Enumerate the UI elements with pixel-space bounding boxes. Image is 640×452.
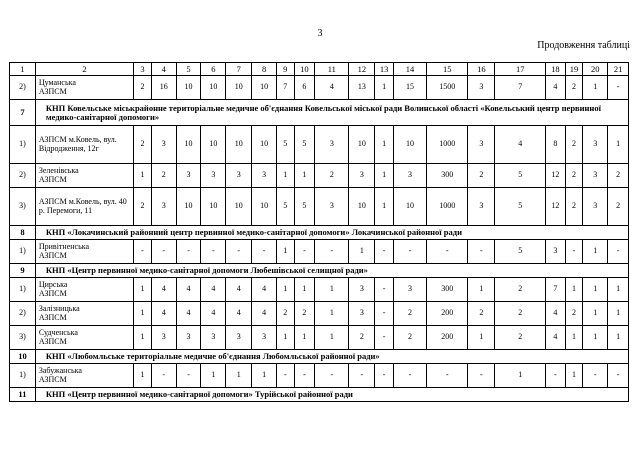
table-cell: 10 [252, 126, 277, 164]
table-cell: 16 [151, 76, 176, 100]
table-cell: 1 [276, 164, 294, 188]
column-number: 11 [315, 63, 349, 76]
section-number: 9 [10, 264, 36, 278]
table-cell: 3 [349, 278, 375, 302]
table-cell: 4 [151, 278, 176, 302]
facility-name: Судченська АЗПСМ [35, 326, 133, 350]
table-cell: - [276, 364, 294, 388]
table-cell: 300 [427, 278, 468, 302]
section-number: 11 [10, 388, 36, 402]
table-cell: 4 [151, 302, 176, 326]
table-cell: 3 [583, 126, 608, 164]
table-cell: 4 [546, 76, 566, 100]
table-cell: - [151, 240, 176, 264]
section-title: КНП Ковельське міськрайонне територіальне медичне об'єднання Ковельської міської ради Волинської області «Ковельський центр первинної медико-санітарної допомоги» [35, 100, 628, 126]
table-cell: 1 [375, 164, 394, 188]
table-cell: 2 [565, 126, 583, 164]
section-title: КНП «Локачинський районний центр первинної медико-санітарної допомоги» Локачинської районної ради [35, 226, 628, 240]
table-cell: 3 [546, 240, 566, 264]
table-cell: - [608, 76, 629, 100]
table-cell: 1 [315, 278, 349, 302]
table-cell: 4 [546, 326, 566, 350]
table-cell: 3 [393, 164, 426, 188]
row-index: 2) [10, 164, 36, 188]
row-index: 2) [10, 302, 36, 326]
table-cell: 5 [495, 240, 546, 264]
facility-name: Забужанська АЗПСМ [35, 364, 133, 388]
table-cell: 3 [349, 164, 375, 188]
table-cell: 13 [349, 76, 375, 100]
table-cell: - [294, 240, 315, 264]
row-index: 1) [10, 364, 36, 388]
table-cell: 1 [565, 326, 583, 350]
table-cell: - [608, 364, 629, 388]
table-cell: 1 [294, 278, 315, 302]
table-cell: 1 [468, 326, 495, 350]
table-cell: 2 [393, 326, 426, 350]
table-cell: 1 [252, 364, 277, 388]
table-cell: 2 [151, 164, 176, 188]
section-number: 10 [10, 350, 36, 364]
table-cell: 3 [252, 164, 277, 188]
table-cell: 4 [252, 278, 277, 302]
table-cell: 4 [315, 76, 349, 100]
table-cell: 1 [134, 164, 152, 188]
section-title: КНП «Центр первинної медико-санітарної допомоги» Турійської районної ради [35, 388, 628, 402]
table-cell: 3 [176, 326, 201, 350]
table-cell: 1 [315, 326, 349, 350]
table-cell: 1 [134, 326, 152, 350]
table-row [10, 326, 629, 350]
table-cell: 300 [427, 164, 468, 188]
section-row [10, 388, 629, 402]
table-row [10, 188, 629, 226]
table-cell: 4 [495, 126, 546, 164]
table-cell: 2 [468, 164, 495, 188]
table-row [10, 278, 629, 302]
table-cell: 1 [276, 240, 294, 264]
table-cell: 1 [608, 326, 629, 350]
section-title: КНП «Любомльське територіальне медичне об'єднання Любомльської районної ради» [35, 350, 628, 364]
table-cell: 5 [294, 188, 315, 226]
table-cell: 1 [583, 326, 608, 350]
section-row [10, 100, 629, 126]
table-cell: 7 [495, 76, 546, 100]
column-number: 15 [427, 63, 468, 76]
table-cell: 2 [565, 164, 583, 188]
table-cell: 10 [393, 126, 426, 164]
table-cell: - [201, 240, 226, 264]
table-cell: 3 [226, 326, 252, 350]
table-cell: 3 [468, 76, 495, 100]
column-number: 5 [176, 63, 201, 76]
table-cell: 10 [176, 76, 201, 100]
table-cell: 3 [201, 164, 226, 188]
column-number: 20 [583, 63, 608, 76]
column-number: 9 [276, 63, 294, 76]
table-cell: 2 [495, 302, 546, 326]
column-number: 13 [375, 63, 394, 76]
table-cell: 2 [134, 76, 152, 100]
table-cell: - [546, 364, 566, 388]
table-cell: 3 [151, 188, 176, 226]
column-number: 6 [201, 63, 226, 76]
table-cell: 10 [393, 188, 426, 226]
table-cell: 5 [294, 126, 315, 164]
table-cell: - [565, 240, 583, 264]
table-cell: - [252, 240, 277, 264]
table-cell: 1 [349, 240, 375, 264]
table-cell: 2 [393, 302, 426, 326]
table-cell: - [315, 364, 349, 388]
table-cell: 1500 [427, 76, 468, 100]
table-cell: 2 [294, 302, 315, 326]
table-cell: 5 [276, 188, 294, 226]
facility-name: Залізницька АЗПСМ [35, 302, 133, 326]
table-cell: 1 [565, 278, 583, 302]
header-row [10, 63, 629, 76]
row-index: 3) [10, 326, 36, 350]
table-cell: - [393, 364, 426, 388]
table-cell: - [468, 364, 495, 388]
table-cell: 3 [176, 164, 201, 188]
row-index: 2) [10, 76, 36, 100]
table-cell: 10 [226, 188, 252, 226]
table-cell: 1 [583, 302, 608, 326]
table-cell: - [349, 364, 375, 388]
table-cell: - [583, 364, 608, 388]
table-cell: 10 [349, 188, 375, 226]
table-cell: 2 [565, 302, 583, 326]
column-number: 2 [35, 63, 133, 76]
table-cell: 1 [201, 364, 226, 388]
table-cell: 1 [608, 126, 629, 164]
table-cell: - [427, 240, 468, 264]
table-cell: 4 [252, 302, 277, 326]
table-cell: 4 [226, 302, 252, 326]
column-number: 18 [546, 63, 566, 76]
table-row [10, 240, 629, 264]
table-cell: 1 [226, 364, 252, 388]
table-cell: 4 [176, 302, 201, 326]
table-cell: 1 [134, 302, 152, 326]
table-row [10, 302, 629, 326]
column-number: 1 [10, 63, 36, 76]
table-cell: 1 [294, 164, 315, 188]
table-cell: 3 [393, 278, 426, 302]
section-row [10, 264, 629, 278]
facility-name: Привітненська АЗПСМ [35, 240, 133, 264]
table-cell: 1 [468, 278, 495, 302]
table-cell: 1 [315, 302, 349, 326]
table-cell: 5 [495, 164, 546, 188]
continuation-caption: Продовження таблиці [537, 40, 630, 51]
table-cell: 10 [176, 188, 201, 226]
table-row [10, 126, 629, 164]
column-number: 10 [294, 63, 315, 76]
column-number: 17 [495, 63, 546, 76]
table-cell: 200 [427, 302, 468, 326]
table-cell: 3 [583, 188, 608, 226]
row-index: 1) [10, 278, 36, 302]
table-cell: 8 [546, 126, 566, 164]
column-number: 21 [608, 63, 629, 76]
column-number: 3 [134, 63, 152, 76]
facility-table [9, 62, 629, 402]
table-cell: 3 [468, 188, 495, 226]
table-cell: - [176, 240, 201, 264]
table-cell: 2 [608, 188, 629, 226]
table-cell: 10 [226, 76, 252, 100]
table-cell: 4 [176, 278, 201, 302]
table-cell: 12 [546, 164, 566, 188]
table-cell: 2 [134, 126, 152, 164]
facility-name: АЗПСМ м.Ковель, вул. Відродження, 12г [35, 126, 133, 164]
table-cell: - [375, 326, 394, 350]
table-cell: 1 [608, 302, 629, 326]
column-number: 7 [226, 63, 252, 76]
table-cell: - [375, 364, 394, 388]
table-cell: 15 [393, 76, 426, 100]
table-cell: 1 [565, 364, 583, 388]
table-cell: - [375, 302, 394, 326]
column-number: 12 [349, 63, 375, 76]
table-cell: 10 [252, 188, 277, 226]
table-cell: 3 [151, 326, 176, 350]
facility-name: Зеленівська АЗПСМ [35, 164, 133, 188]
table-cell: 1 [134, 278, 152, 302]
table-cell: 2 [315, 164, 349, 188]
table-cell: - [427, 364, 468, 388]
table-cell: 3 [315, 188, 349, 226]
table-cell: 10 [201, 188, 226, 226]
table-cell: - [468, 240, 495, 264]
section-row [10, 226, 629, 240]
table-cell: 2 [134, 188, 152, 226]
table-cell: 1 [495, 364, 546, 388]
table-cell: 1 [583, 240, 608, 264]
table-cell: - [315, 240, 349, 264]
table-cell: 10 [176, 126, 201, 164]
table-cell: 4 [546, 302, 566, 326]
section-title: КНП «Центр первинної медико-санітарної допомоги Любешівської селищної ради» [35, 264, 628, 278]
table-row [10, 164, 629, 188]
table-cell: 2 [495, 326, 546, 350]
table-cell: 3 [201, 326, 226, 350]
section-number: 8 [10, 226, 36, 240]
table-cell: 2 [565, 76, 583, 100]
table-cell: 1 [583, 76, 608, 100]
table-cell: 1 [375, 188, 394, 226]
row-index: 1) [10, 126, 36, 164]
column-number: 8 [252, 63, 277, 76]
table-cell: 12 [546, 188, 566, 226]
table-cell: 5 [495, 188, 546, 226]
table-cell: 2 [608, 164, 629, 188]
table-cell: 3 [349, 302, 375, 326]
page-number: 3 [317, 28, 323, 39]
facility-name: Цуманська АЗПСМ [35, 76, 133, 100]
row-index: 3) [10, 188, 36, 226]
column-number: 16 [468, 63, 495, 76]
table-cell: 4 [201, 278, 226, 302]
table-row [10, 76, 629, 100]
table-cell: - [393, 240, 426, 264]
table-cell: - [176, 364, 201, 388]
table-cell: - [151, 364, 176, 388]
facility-name: Цирська АЗПСМ [35, 278, 133, 302]
row-index: 1) [10, 240, 36, 264]
table-cell: 2 [468, 302, 495, 326]
table-cell: 4 [201, 302, 226, 326]
table-cell: - [226, 240, 252, 264]
column-number: 4 [151, 63, 176, 76]
table-cell: 2 [276, 302, 294, 326]
table-cell: - [375, 278, 394, 302]
table-cell: 1 [276, 278, 294, 302]
table-cell: 4 [226, 278, 252, 302]
table-cell: 10 [201, 76, 226, 100]
table-cell: - [608, 240, 629, 264]
section-number: 7 [10, 100, 36, 126]
table-cell: 7 [546, 278, 566, 302]
table-cell: 7 [276, 76, 294, 100]
table-cell: 10 [226, 126, 252, 164]
table-cell: 1 [375, 76, 394, 100]
table-cell: 3 [226, 164, 252, 188]
facility-name: АЗПСМ м.Ковель, вул. 40 р. Перемоги, 11 [35, 188, 133, 226]
table-cell: 3 [468, 126, 495, 164]
table-cell: - [294, 364, 315, 388]
table-cell: 1 [294, 326, 315, 350]
table-cell: 10 [349, 126, 375, 164]
table-cell: 10 [201, 126, 226, 164]
section-row [10, 350, 629, 364]
table-cell: 1 [375, 126, 394, 164]
table-cell: 1 [608, 278, 629, 302]
table-cell: 6 [294, 76, 315, 100]
table-cell: 5 [276, 126, 294, 164]
table-cell: 200 [427, 326, 468, 350]
table-cell: - [134, 240, 152, 264]
table-cell: 10 [252, 76, 277, 100]
column-number: 19 [565, 63, 583, 76]
table-cell: 2 [495, 278, 546, 302]
table-cell: 1000 [427, 126, 468, 164]
table-cell: 1 [134, 364, 152, 388]
column-number: 14 [393, 63, 426, 76]
table-row [10, 364, 629, 388]
table-cell: 3 [151, 126, 176, 164]
table-cell: 3 [583, 164, 608, 188]
table-cell: 2 [349, 326, 375, 350]
table-cell: 2 [565, 188, 583, 226]
table-cell: 1 [583, 278, 608, 302]
table-cell: 3 [315, 126, 349, 164]
table-cell: 3 [252, 326, 277, 350]
table-cell: 1 [276, 326, 294, 350]
table-cell: 1000 [427, 188, 468, 226]
table-cell: - [375, 240, 394, 264]
